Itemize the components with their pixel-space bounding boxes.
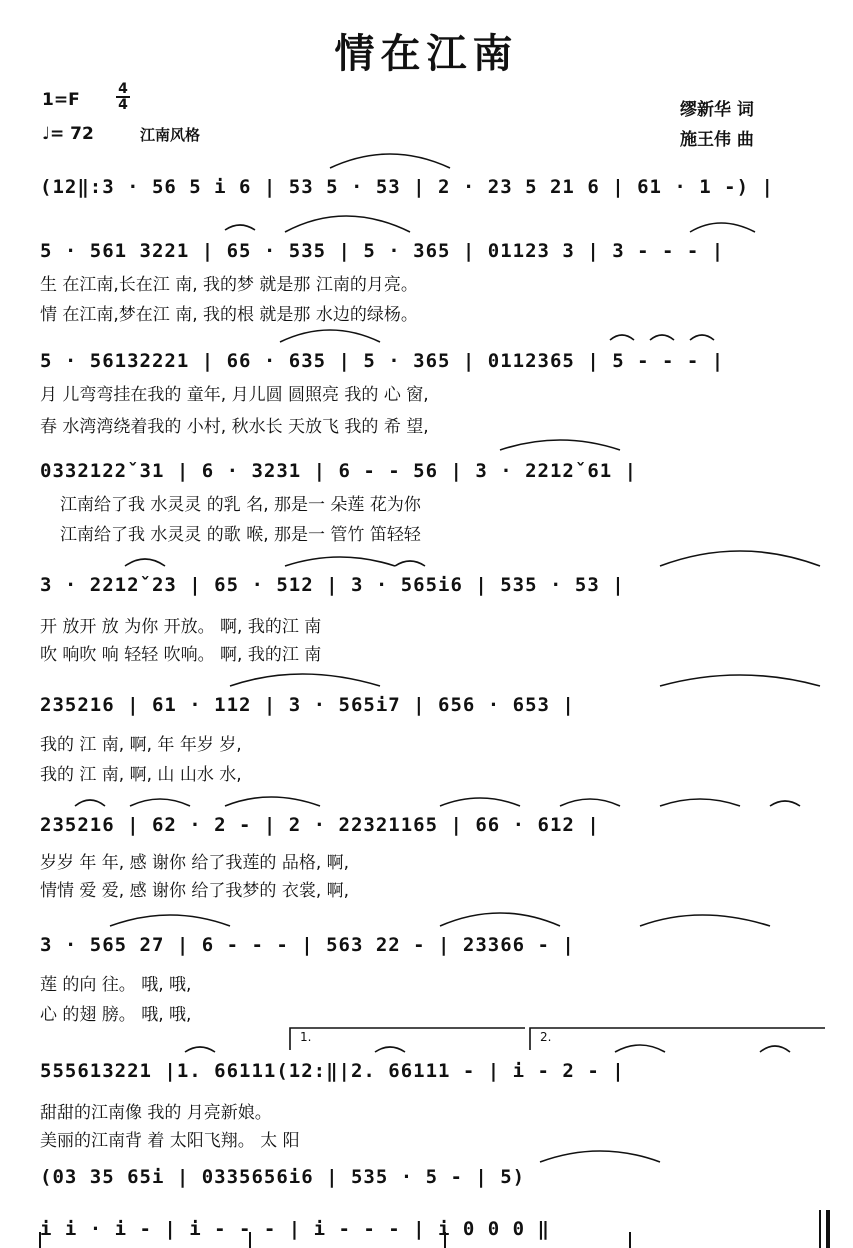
- slur-mark: [650, 335, 674, 340]
- lyric-verse1-line-6: 我的 江 南, 啊, 年 年岁 岁,: [40, 735, 242, 755]
- time-signature-top: 4: [118, 81, 128, 97]
- slur-mark: [110, 915, 230, 926]
- slur-mark: [280, 330, 380, 342]
- key-signature: 1=F: [42, 90, 80, 110]
- lyric-verse2-line-6: 我的 江 南, 啊, 山 山水 水,: [40, 765, 242, 785]
- slur-mark: [640, 915, 770, 926]
- slur-mark: [560, 799, 620, 806]
- slur-mark: [770, 801, 800, 806]
- notation-line-8: 3 · 565 27 | 6 - - - | 563 22 - | 23366 - |: [40, 934, 575, 956]
- slur-mark: [440, 798, 520, 806]
- slur-mark: [75, 800, 105, 806]
- lyric-verse2-line-2: 情 在江南,梦在江 南, 我的根 就是那 水边的绿杨。: [40, 305, 418, 325]
- notation-line-2: 5 · 561 3221 | 65 · 535 | 5 · 365 | 01123 3 | 3 - - - |: [40, 240, 725, 262]
- slur-mark: [395, 561, 425, 566]
- slur-mark: [130, 799, 190, 806]
- slur-mark: [230, 674, 380, 686]
- notation-line-5: 3 · 2212ˇ23 | 65 · 512 | 3 · 565i6 | 535 · 53 |: [40, 574, 625, 596]
- slur-mark: [690, 335, 714, 340]
- lyric-verse2-line-4: 江南给了我 水灵灵 的歌 喉, 那是一 管竹 笛轻轻: [60, 525, 421, 545]
- slur-mark: [330, 154, 450, 168]
- slur-mark: [615, 1045, 665, 1052]
- lyric-verse1-line-2: 生 在江南,长在江 南, 我的梦 就是那 江南的月亮。: [40, 275, 418, 295]
- slur-mark: [660, 551, 820, 566]
- slur-mark: [660, 675, 820, 686]
- slur-mark: [185, 1047, 215, 1052]
- lyric-verse1-line-7: 岁岁 年 年, 感 谢你 给了我莲的 品格, 啊,: [40, 853, 350, 873]
- lyric-verse2-line-7: 情情 爱 爱, 感 谢你 给了我梦的 衣裳, 啊,: [40, 881, 350, 901]
- notation-line-1: (12‖:3 · 56 5 i 6 | 53 5 · 53 | 2 · 23 5 21 6 | 61 · 1 -) |: [40, 176, 774, 198]
- slur-mark: [760, 1046, 790, 1052]
- volta-1-label: 1.: [300, 1030, 312, 1044]
- slur-mark: [500, 440, 620, 450]
- notation-line-9: 555613221 |1. 66111(12:‖|2. 66111 - | i - 2 - |: [40, 1060, 625, 1082]
- tempo-marking: ♩= 72: [42, 124, 94, 144]
- time-signature-bottom: 4: [118, 97, 128, 113]
- notation-line-10-lower: i i · i - | i - - - | i - - - | i 0 0 0 ‖: [40, 1218, 550, 1240]
- lyric-verse2-line-3: 春 水湾湾绕着我的 小村, 秋水长 天放飞 我的 希 望,: [40, 417, 429, 437]
- composer-credit: 施王伟 曲: [680, 130, 754, 150]
- volta-bracket-1: [290, 1028, 525, 1050]
- lyric-verse1-line-3: 月 儿弯弯挂在我的 童年, 月儿圆 圆照亮 我的 心 窗,: [40, 385, 429, 405]
- notation-line-10-upper: (03 35 65i | 0335656i6 | 535 · 5 - | 5): [40, 1166, 526, 1188]
- notation-line-6: 235216 | 61 · 112 | 3 · 565i7 | 656 · 653 |: [40, 694, 575, 716]
- slur-mark: [125, 559, 165, 566]
- slur-mark: [610, 335, 634, 340]
- song-title: 情在江南: [334, 31, 519, 77]
- slur-mark: [375, 1047, 405, 1052]
- lyricist-credit: 缪新华 词: [680, 100, 754, 120]
- slur-mark: [690, 223, 755, 232]
- lyric-verse2-line-8: 心 的翅 膀。 哦, 哦,: [40, 1005, 192, 1025]
- style-marking: 江南风格: [140, 126, 201, 144]
- lyric-verse1-line-4: 江南给了我 水灵灵 的乳 名, 那是一 朵莲 花为你: [60, 495, 421, 515]
- notation-line-3: 5 · 56132221 | 66 · 635 | 5 · 365 | 0112365 | 5 - - - |: [40, 350, 725, 372]
- slur-mark: [660, 799, 740, 806]
- slur-mark: [285, 557, 395, 566]
- volta-2-label: 2.: [540, 1030, 552, 1044]
- lyric-verse1-line-9: 甜甜的江南像 我的 月亮新娘。: [40, 1103, 272, 1123]
- notation-line-7: 235216 | 62 · 2 - | 2 · 22321165 | 66 · 612 |: [40, 814, 600, 836]
- lyric-verse1-line-5: 开 放开 放 为你 开放。 啊, 我的江 南: [40, 617, 322, 637]
- lyric-verse1-line-8: 莲 的向 往。 哦, 哦,: [40, 975, 192, 995]
- notation-line-4: 0332122ˇ31 | 6 · 3231 | 6 - - 56 | 3 · 2212ˇ61 |: [40, 460, 638, 482]
- slur-mark: [540, 1151, 660, 1162]
- slur-mark: [225, 225, 255, 230]
- lyric-verse2-line-5: 吹 响吹 响 轻轻 吹响。 啊, 我的江 南: [40, 645, 322, 665]
- slur-mark: [285, 216, 410, 232]
- slur-mark: [440, 913, 560, 926]
- slur-mark: [225, 797, 320, 806]
- lyric-verse2-line-9: 美丽的江南背 着 太阳飞翔。 太 阳: [40, 1131, 300, 1151]
